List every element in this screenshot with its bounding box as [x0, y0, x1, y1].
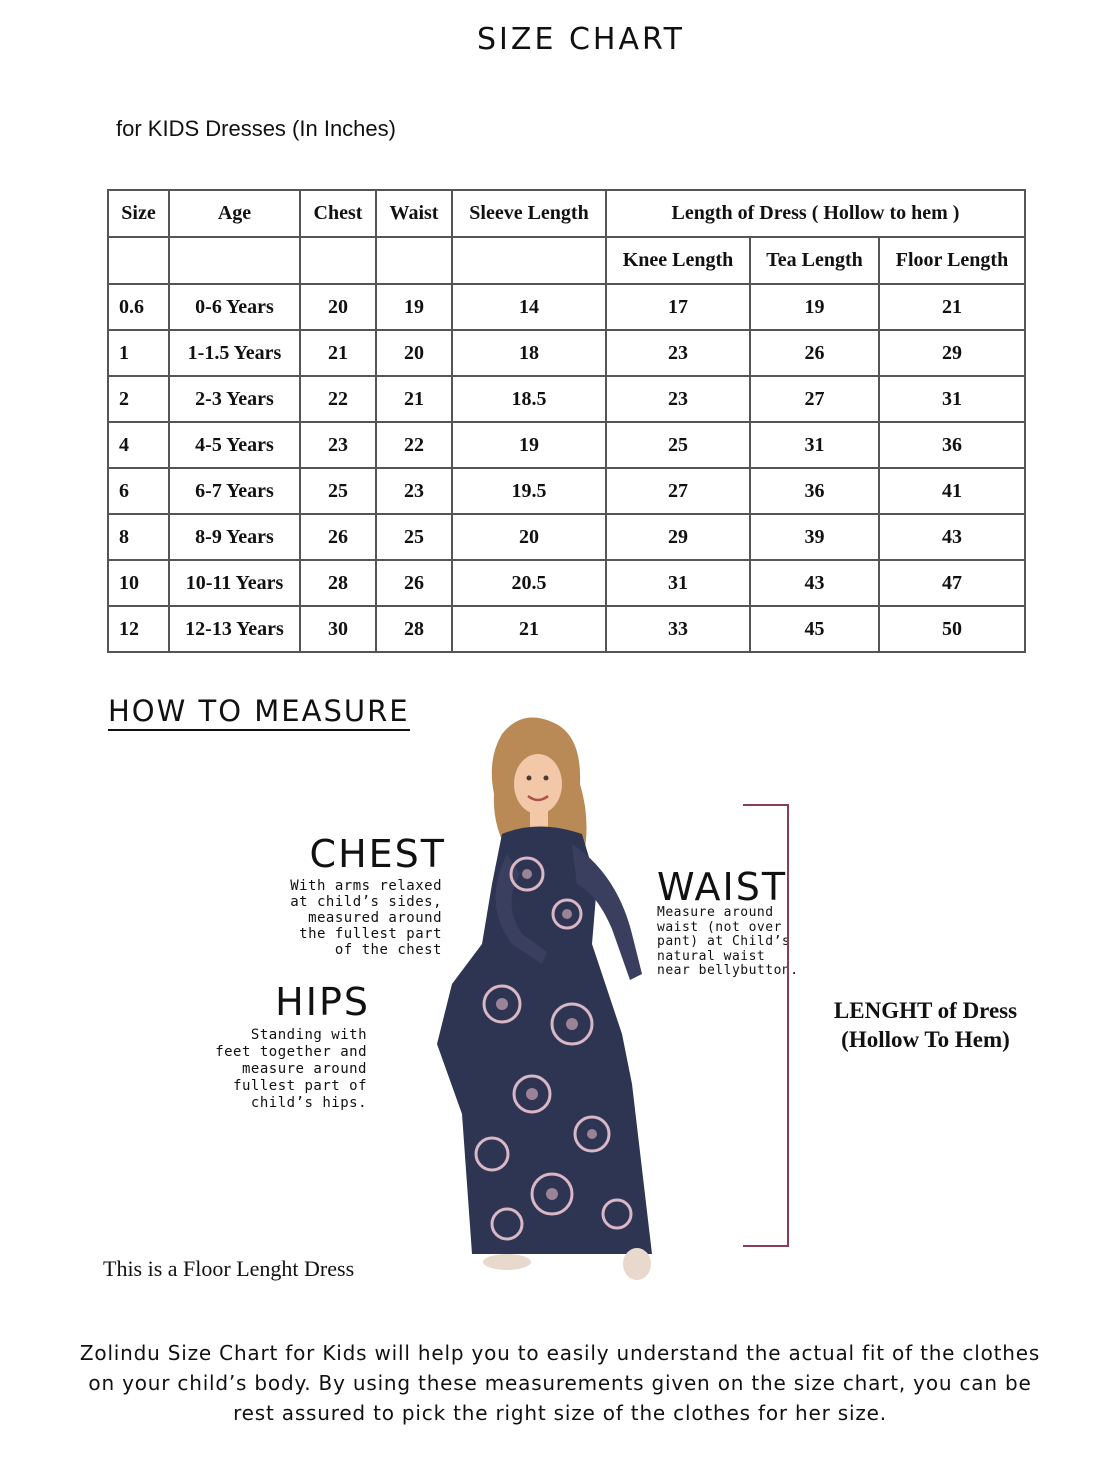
- girl-in-floor-length-dress-image: [432, 714, 672, 1284]
- cell-knee-length: 29: [606, 514, 750, 560]
- cell-size: 8: [108, 514, 169, 560]
- table-header-row: [108, 190, 1025, 237]
- cell-chest: 21: [300, 330, 376, 376]
- cell-chest: 25: [300, 468, 376, 514]
- header-age: Age: [169, 190, 300, 237]
- cell-sleeve-length: 14: [452, 284, 606, 330]
- cell-sleeve-length: 18: [452, 330, 606, 376]
- waist-desc-line: near bellybutton.: [657, 963, 799, 978]
- cell-waist: 21: [376, 376, 452, 422]
- cell-age: 10-11 Years: [169, 560, 300, 606]
- table-row: [108, 606, 1025, 652]
- cell-age: 6-7 Years: [169, 468, 300, 514]
- cell-floor-length: 47: [879, 560, 1025, 606]
- cell-size: 2: [108, 376, 169, 422]
- header-chest: Chest: [300, 190, 376, 237]
- hips-desc-line: Standing with: [250, 1027, 367, 1043]
- cell-floor-length: 21: [879, 284, 1025, 330]
- cell-waist: 22: [376, 422, 452, 468]
- cell-tea-length: 26: [750, 330, 879, 376]
- description-line: rest assured to pick the right size of the clothes for her size.: [233, 1401, 887, 1425]
- cell-tea-length: 27: [750, 376, 879, 422]
- chest-desc-line: measured around: [308, 910, 442, 926]
- cell-knee-length: 23: [606, 330, 750, 376]
- cell-size: 1: [108, 330, 169, 376]
- cell-waist: 26: [376, 560, 452, 606]
- subheader-floor-length: Floor Length: [879, 237, 1025, 284]
- dress-length-bracket: [743, 804, 789, 1247]
- cell-size: 12: [108, 606, 169, 652]
- floor-length-note: This is a Floor Lenght Dress: [103, 1256, 355, 1281]
- empty-cell: [376, 237, 452, 284]
- dress-length-label: [808, 996, 1043, 1054]
- cell-knee-length: 31: [606, 560, 750, 606]
- waist-desc-line: natural waist: [657, 948, 766, 964]
- chest-description: [270, 878, 442, 958]
- table-row: [108, 560, 1025, 606]
- chest-desc-line: the fullest part: [299, 926, 442, 942]
- waist-desc-line: waist (not over: [657, 919, 782, 935]
- size-chart-description: [40, 1338, 1080, 1428]
- cell-sleeve-length: 20.5: [452, 560, 606, 606]
- cell-sleeve-length: 19: [452, 422, 606, 468]
- cell-knee-length: 23: [606, 376, 750, 422]
- cell-waist: 23: [376, 468, 452, 514]
- cell-floor-length: 36: [879, 422, 1025, 468]
- table-row: [108, 514, 1025, 560]
- cell-age: 8-9 Years: [169, 514, 300, 560]
- cell-knee-length: 33: [606, 606, 750, 652]
- table-subheader-row: [108, 237, 1025, 284]
- table-row: [108, 422, 1025, 468]
- hips-desc-line: measure around: [241, 1061, 367, 1077]
- header-length-of-dress: Length of Dress ( Hollow to hem ): [606, 190, 1025, 237]
- subheader-tea-length: Tea Length: [750, 237, 879, 284]
- cell-tea-length: 36: [750, 468, 879, 514]
- cell-floor-length: 41: [879, 468, 1025, 514]
- empty-cell: [169, 237, 300, 284]
- cell-sleeve-length: 21: [452, 606, 606, 652]
- cell-floor-length: 31: [879, 376, 1025, 422]
- cell-age: 0-6 Years: [169, 284, 300, 330]
- waist-desc-line: Measure around: [657, 905, 774, 920]
- cell-age: 12-13 Years: [169, 606, 300, 652]
- table-row: [108, 468, 1025, 514]
- cell-size: 10: [108, 560, 169, 606]
- cell-floor-length: 43: [879, 514, 1025, 560]
- cell-sleeve-length: 19.5: [452, 468, 606, 514]
- cell-tea-length: 31: [750, 422, 879, 468]
- page-title: SIZE CHART: [477, 22, 685, 57]
- cell-waist: 19: [376, 284, 452, 330]
- cell-waist: 25: [376, 514, 452, 560]
- cell-chest: 23: [300, 422, 376, 468]
- hips-label: HIPS: [275, 980, 370, 1024]
- cell-size: 0.6: [108, 284, 169, 330]
- size-table: [107, 189, 1026, 653]
- chest-desc-line: of the chest: [334, 942, 442, 958]
- cell-chest: 28: [300, 560, 376, 606]
- table-row: [108, 376, 1025, 422]
- cell-sleeve-length: 20: [452, 514, 606, 560]
- header-waist: Waist: [376, 190, 452, 237]
- description-line: on your child’s body. By using these measurements given on the size chart, you can be: [88, 1371, 1032, 1395]
- header-size: Size: [108, 190, 169, 237]
- chest-label: CHEST: [309, 832, 446, 876]
- waist-desc-line: pant) at Child’s: [657, 934, 791, 949]
- cell-chest: 22: [300, 376, 376, 422]
- cell-size: 6: [108, 468, 169, 514]
- cell-chest: 20: [300, 284, 376, 330]
- hips-desc-line: feet together and: [215, 1044, 367, 1060]
- cell-tea-length: 43: [750, 560, 879, 606]
- waist-label: WAIST: [657, 865, 788, 909]
- cell-knee-length: 27: [606, 468, 750, 514]
- chest-desc-line: With arms relaxed: [290, 878, 442, 894]
- hips-desc-line: child’s hips.: [250, 1095, 367, 1111]
- chest-desc-line: at child’s sides,: [290, 894, 442, 910]
- table-row: [108, 330, 1025, 376]
- cell-age: 2-3 Years: [169, 376, 300, 422]
- header-sleeve-length: Sleeve Length: [452, 190, 606, 237]
- cell-chest: 30: [300, 606, 376, 652]
- cell-age: 4-5 Years: [169, 422, 300, 468]
- cell-floor-length: 50: [879, 606, 1025, 652]
- empty-cell: [108, 237, 169, 284]
- how-to-measure-heading: HOW TO MEASURE: [108, 694, 410, 731]
- cell-tea-length: 45: [750, 606, 879, 652]
- empty-cell: [300, 237, 376, 284]
- empty-cell: [452, 237, 606, 284]
- cell-age: 1-1.5 Years: [169, 330, 300, 376]
- cell-tea-length: 39: [750, 514, 879, 560]
- cell-waist: 28: [376, 606, 452, 652]
- cell-knee-length: 25: [606, 422, 750, 468]
- cell-knee-length: 17: [606, 284, 750, 330]
- hips-description: [200, 1027, 367, 1112]
- cell-size: 4: [108, 422, 169, 468]
- chart-subtitle: for KIDS Dresses (In Inches): [116, 116, 396, 141]
- description-line: Zolindu Size Chart for Kids will help you to easily understand the actual fit of the clothes: [79, 1341, 1041, 1365]
- cell-sleeve-length: 18.5: [452, 376, 606, 422]
- length-label-line: (Hollow To Hem): [841, 1027, 1010, 1052]
- cell-chest: 26: [300, 514, 376, 560]
- table-row: [108, 284, 1025, 330]
- subheader-knee-length: Knee Length: [606, 237, 750, 284]
- cell-tea-length: 19: [750, 284, 879, 330]
- cell-floor-length: 29: [879, 330, 1025, 376]
- hips-desc-line: fullest part of: [233, 1078, 367, 1094]
- cell-waist: 20: [376, 330, 452, 376]
- length-label-line: LENGHT of Dress: [833, 998, 1018, 1023]
